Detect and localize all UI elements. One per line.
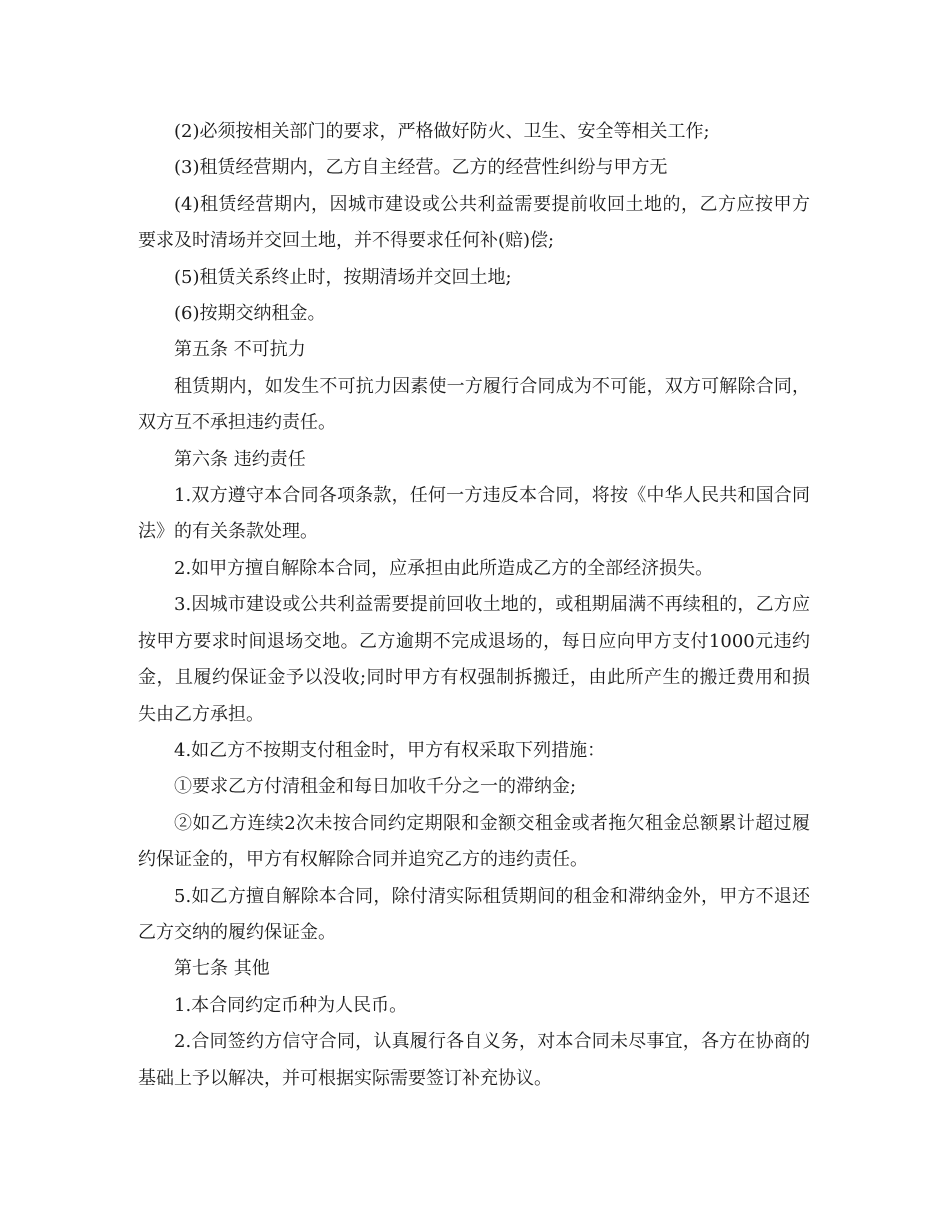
clause-item-3: (3)租赁经营期内，乙方自主经营。乙方的经营性纠纷与甲方无 <box>174 157 668 179</box>
article-7-item-1: 1.本合同约定币种为人民币。 <box>174 994 408 1016</box>
article-5-text: 租赁期内，如发生不可抗力因素使一方履行合同成为不可能，双方可解除合同，双方互不承担违约责任。 <box>138 375 810 434</box>
clause-item-4: (4)租赁经营期内，因城市建设或公共利益需要提前收回土地的，乙方应按甲方要求及时清场并交回土地，并不得要求任何补(赔)偿; <box>138 193 810 252</box>
article-6-item-5: 5.如乙方擅自解除本合同，除付清实际租赁期间的租金和滞纳金外，甲方不退还乙方交纳的履约保证金。 <box>138 885 810 943</box>
article-7-heading: 第七条 其他 <box>174 958 270 980</box>
article-7-item-2: 2.合同签约方信守合同，认真履行各自义务，对本合同未尽事宜，各方在协商的基础上予以解决，并可根据实际需要签订补充协议。 <box>138 1031 810 1089</box>
article-6-heading: 第六条 违约责任 <box>174 448 306 470</box>
clause-item-2: (2)必须按相关部门的要求，严格做好防火、卫生、安全等相关工作; <box>174 121 710 142</box>
article-6-item-4-measure-1: ①要求乙方付清租金和每日加收千分之一的滞纳金; <box>174 776 577 798</box>
article-6-item-1: 1.双方遵守本合同各项条款，任何一方违反本合同，将按《中华人民共和国合同法》的有关条款处理。 <box>138 485 810 543</box>
article-6-item-3: 3.因城市建设或公共利益需要提前回收土地的，或租期届满不再续租的，乙方应按甲方要求时间退场交地。乙方逾期不完成退场的，每日应向甲方支付1000元违约金，且履约保证金予以没收;同时甲方有权强制拆搬迁，由此所产生的搬迁费用和损失由乙方承担。 <box>138 594 810 725</box>
article-5-heading: 第五条 不可抗力 <box>174 339 306 361</box>
clause-item-6: (6)按期交纳租金。 <box>174 303 326 325</box>
clause-item-5: (5)租赁关系终止时，按期清场并交回土地; <box>174 266 512 288</box>
article-6-item-4: 4.如乙方不按期支付租金时，甲方有权采取下列措施： <box>174 739 606 761</box>
contract-body <box>138 114 810 1097</box>
article-6-item-2: 2.如甲方擅自解除本合同，应承担由此所造成乙方的全部经济损失。 <box>174 557 714 579</box>
article-6-item-4-measure-2: ②如乙方连续2次未按合同约定期限和金额交租金或者拖欠租金总额累计超过履约保证金的，甲方有权解除合同并追究乙方的违约责任。 <box>138 812 810 871</box>
